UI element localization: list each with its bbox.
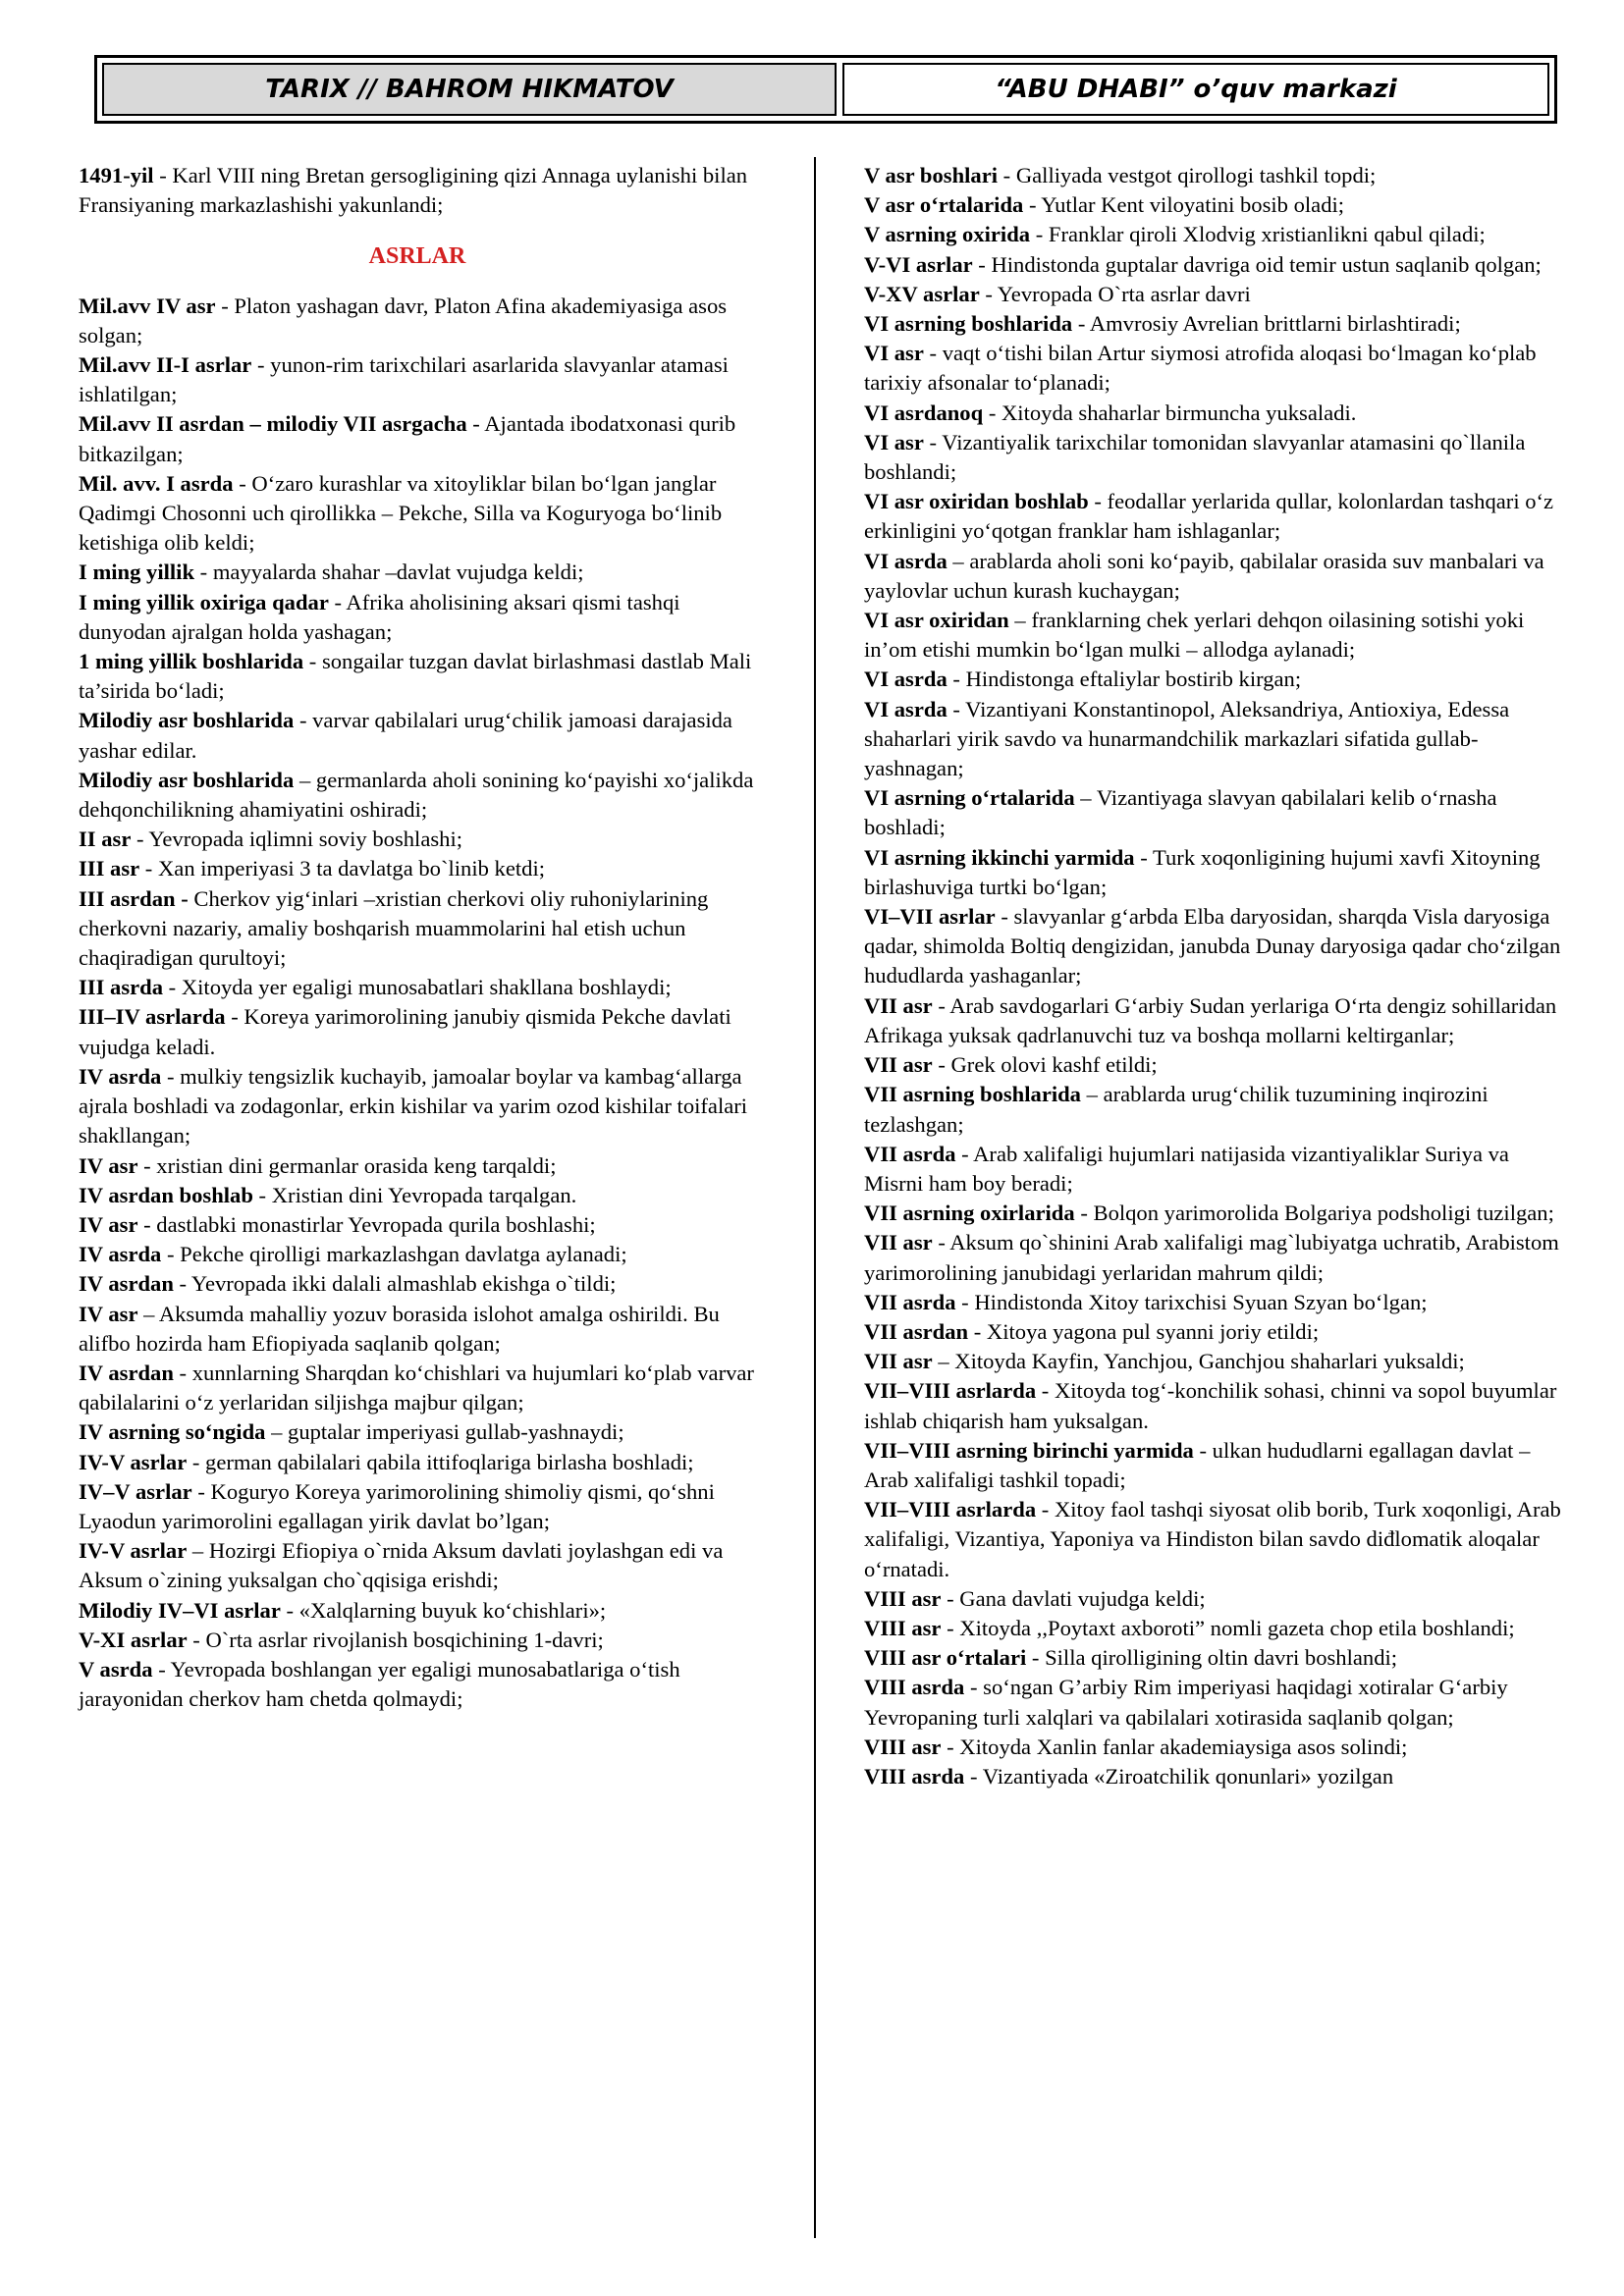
entry-description: - Vizantiyalik tarixchilar tomonidan slavyanlar atamasini qo`llanila boshlandi; xyxy=(864,429,1526,485)
timeline-entry xyxy=(864,1288,1563,1317)
timeline-entry xyxy=(79,1300,756,1359)
entry-date-term: Mil.avv II-I asrlar xyxy=(79,352,252,378)
entry-date-term: IV asrda xyxy=(79,1063,162,1089)
entry-description: - Xitoyda yer egaligi munosabatlari shakllana boshlaydi; xyxy=(163,975,672,1000)
entry-description: - Aksum qo`shinini Arab xalifaligi mag`lubiyatga uchratib, Arabistom yarimorolining janubidagi yerlaridan mahrum qildi; xyxy=(864,1230,1559,1285)
entry-description: - Karl VIII ning Bretan gersogligining qizi Annaga uylanishi bilan Fransiyaning markazlashishi yakunlandi; xyxy=(79,163,748,218)
entry-description: - Xitoy faol tashqi siyosat olib borib, Turk xoqonligi, Arab xalifaligi, Vizantiya, Yaponiya va Hindiston bilan savdo diđlomatik aloqalar o‘rnatadi. xyxy=(864,1497,1561,1581)
entry-description: - Silla qirolligining oltin davri boshlandi; xyxy=(1026,1645,1398,1671)
entry-date-term: IV–V asrlar xyxy=(79,1478,192,1504)
entry-description: - Amvrosiy Avrelian brittlarni birlashtiradi; xyxy=(1072,311,1461,337)
entry-description: – arablarda urug‘chilik tuzumining inqirozini tezlashgan; xyxy=(864,1082,1489,1137)
timeline-entry xyxy=(864,991,1563,1050)
entry-description: - Pekche qirolligi markazlashgan davlatga aylanadi; xyxy=(161,1242,627,1267)
section-heading-asrlar: ASRLAR xyxy=(368,243,466,270)
timeline-entry xyxy=(79,1655,756,1714)
header-center-name: “ABU DHABI” o’quv markazi xyxy=(842,63,1549,116)
timeline-entry xyxy=(79,1002,756,1061)
timeline-entry xyxy=(79,1417,756,1447)
timeline-entry xyxy=(864,695,1563,784)
entry-date-term: III asr xyxy=(79,856,140,881)
timeline-entry xyxy=(864,665,1563,694)
entry-description: - yunon-rim tarixchilari asarlarida slavyanlar atamasi ishlatilgan; xyxy=(79,352,729,407)
timeline-entry xyxy=(864,339,1563,398)
entry-date-term: VIII asr xyxy=(864,1734,942,1759)
entry-description: – Vizantiyaga slavyan qabilalari kelib o‘rnasha boshladi; xyxy=(864,785,1497,840)
entry-description: - Galliyada vestgot qirollogi tashkil topdi; xyxy=(998,163,1377,187)
timeline-entry xyxy=(79,161,756,220)
entry-description: - Koguryo Koreya yarimorolining shimoliy qismi, qo‘shni Lyaodun yarimorolini egallagan yirik davlat bo’lgan; xyxy=(79,1478,715,1533)
entry-description: - Yutlar Kent viloyatini bosib oladi; xyxy=(1023,192,1345,218)
timeline-entry xyxy=(864,161,1563,190)
timeline-entry xyxy=(864,902,1563,991)
entry-date-term: VIII asr xyxy=(864,1585,942,1611)
entry-date-term: VI asrda xyxy=(864,696,947,721)
entry-description: - Ajantada ibodatxonasi qurib bitkazilgan; xyxy=(79,411,736,466)
entry-description: - Yevropada iqlimni soviy boshlashi; xyxy=(131,827,463,852)
timeline-entry xyxy=(79,1151,756,1181)
entry-description: – Hozirgi Efiopiya o`rnida Aksum davlati joylashgan edi va Aksum o`zining yuksalgan cho`qqisiga erishdi; xyxy=(79,1538,724,1593)
right-column xyxy=(864,161,1563,1791)
timeline-entry xyxy=(864,428,1563,487)
entry-description: - german qabilalari qabila ittifoqlariga birlasha boshladi; xyxy=(187,1449,694,1474)
entry-description: - Grek olovi kashf etildi; xyxy=(932,1052,1158,1078)
entry-date-term: VII asrda xyxy=(864,1289,956,1314)
timeline-entry xyxy=(864,606,1563,665)
entry-date-term: VIII asrda xyxy=(864,1763,965,1789)
entry-date-term: III asrdan - xyxy=(79,885,189,911)
timeline-entry xyxy=(79,588,756,647)
entry-description: – arablarda aholi soni ko‘payib, qabilalar orasida suv manbalari va yaylovlar uchun kurash kuchaygan; xyxy=(864,548,1544,603)
timeline-entry xyxy=(864,399,1563,428)
timeline-entry xyxy=(79,1181,756,1210)
entry-date-term: 1491-yil xyxy=(79,163,154,187)
header-course-title: TARIX // BAHROM HIKMATOV xyxy=(102,63,837,116)
column-divider xyxy=(814,157,816,2238)
entry-description: – franklarning chek yerlari dehqon oilasining sotishi yoki in’om etishi mumkin bo‘lgan mulki – allodga aylanadi; xyxy=(864,608,1525,663)
timeline-entry xyxy=(864,1614,1563,1643)
timeline-entry xyxy=(79,1626,756,1655)
timeline-entry xyxy=(864,1643,1563,1673)
timeline-entry xyxy=(79,1269,756,1299)
entry-description: - varvar qabilalari urug‘chilik jamoasi darajasida yashar edilar. xyxy=(79,708,732,763)
entry-description: - Xitoyda tog‘-konchilik sohasi, chinni va sopol buyumlar ishlab chiqarish ham yuksalgan. xyxy=(864,1378,1557,1433)
entry-date-term: VII asrda xyxy=(864,1141,956,1166)
entry-date-term: Mil. avv. I asrda xyxy=(79,470,234,496)
timeline-entry xyxy=(864,1050,1563,1080)
entry-description: - Hindistonga eftaliylar bostirib kirgan; xyxy=(947,667,1302,692)
entry-description: - vaqt o‘tishi bilan Artur siymosi atrofida aloqasi bo‘lmagan ko‘plab tarixiy afsonalar to‘planadi; xyxy=(864,341,1537,396)
entry-description: - songailar tuzgan davlat birlashmasi dastlab Mali ta’sirida bo‘ladi; xyxy=(79,649,752,704)
timeline-entry xyxy=(864,1436,1563,1495)
timeline-entry xyxy=(79,854,756,883)
entry-date-term: VI asr xyxy=(864,341,924,366)
entry-description: - O`rta asrlar rivojlanish bosqichining 1-davri; xyxy=(187,1627,604,1652)
entry-date-term: IV asrdan boshlab xyxy=(79,1182,253,1207)
entry-date-term: VI asrning o‘rtalarida xyxy=(864,785,1075,811)
timeline-entry xyxy=(864,1317,1563,1347)
page-header xyxy=(94,55,1557,124)
entry-date-term: II asr xyxy=(79,827,132,852)
entry-description: - Arab savdogarlari G‘arbiy Sudan yerlariga O‘rta dengiz sohillaridan Afrikaga yuksak qadrlanuvchi tuz va boshqa mollarni keltirganlar; xyxy=(864,992,1557,1047)
entry-date-term: VI asrning boshlarida xyxy=(864,311,1073,337)
entry-date-term: IV asr xyxy=(79,1301,138,1326)
entry-date-term: IV asrdan xyxy=(79,1360,174,1385)
entry-date-term: IV asrda xyxy=(79,1242,162,1267)
entry-date-term: VII asr xyxy=(864,992,933,1018)
entry-description: - Turk xoqonligining hujumi xavfi Xitoyning birlashuviga turtki bo‘lgan; xyxy=(864,844,1541,899)
timeline-entry xyxy=(864,1762,1563,1791)
timeline-entry xyxy=(864,1347,1563,1376)
timeline-entry xyxy=(79,1240,756,1269)
timeline-entry xyxy=(864,487,1563,546)
entry-date-term: 1 ming yillik boshlarida xyxy=(79,649,304,674)
entry-date-term: VII asr xyxy=(864,1349,933,1374)
timeline-entry xyxy=(864,843,1563,902)
entry-date-term: Milodiy IV–VI asrlar xyxy=(79,1597,281,1623)
entry-date-term: VIII asrda xyxy=(864,1675,965,1700)
entry-date-term: Milodiy asr boshlarida xyxy=(79,708,295,733)
entry-date-term: VII–VIII asrlarda xyxy=(864,1378,1037,1404)
left-intro xyxy=(79,161,756,220)
entry-description: - Xristian dini Yevropada tarqalgan. xyxy=(252,1182,577,1207)
entry-description: - Xitoyda ,,Poytaxt axboroti” nomli gazeta chop etila boshlandi; xyxy=(941,1615,1515,1640)
entry-date-term: IV asrdan xyxy=(79,1271,174,1297)
timeline-entry xyxy=(79,469,756,559)
entry-description: - «Xalqlarning buyuk ko‘chishlari»; xyxy=(280,1597,607,1623)
entry-description: - Vizantiyada «Ziroatchilik qonunlari» yozilgan xyxy=(964,1763,1394,1789)
entry-date-term: VII asrdan xyxy=(864,1318,969,1344)
entry-date-term: Mil.avv IV asr xyxy=(79,293,216,318)
entry-description: - mayyalarda shahar –davlat vujudga keldi; xyxy=(194,560,584,585)
entry-date-term: VIII asr o‘rtalari xyxy=(864,1645,1027,1671)
timeline-entry xyxy=(79,825,756,854)
entry-date-term: VII asr xyxy=(864,1052,933,1078)
entry-date-term: I ming yillik oxiriga qadar xyxy=(79,589,329,614)
timeline-entry xyxy=(79,706,756,765)
timeline-entry xyxy=(864,1080,1563,1139)
entry-description: - xunnlarning Sharqdan ko‘chishlari va hujumlari ko‘plab varvar qabilalarini o‘z yerlaridan siljishga majbur qilgan; xyxy=(79,1360,754,1415)
entry-date-term: V asr o‘rtalarida xyxy=(864,192,1024,218)
timeline-entry xyxy=(79,1596,756,1626)
entry-date-term: IV-V asrlar xyxy=(79,1449,188,1474)
entry-description: - ulkan hududlarni egallagan davlat – Arab xalifaligi tashkil topadi; xyxy=(864,1437,1531,1492)
entry-description: - dastlabki monastirlar Yevropada qurila boshlashi; xyxy=(137,1211,596,1237)
entry-description: - Yevropada O`rta asrlar davri xyxy=(979,281,1251,306)
entry-description: - Xan imperiyasi 3 ta davlatga bo`linib ketdi; xyxy=(139,856,546,881)
entry-description: - feodallar yerlarida qullar, kolonlardan tashqari o‘z erkinligini yo‘qotgan franklar ham ishlaganlar; xyxy=(864,489,1554,544)
entry-date-term: Mil.avv II asrdan – milodiy VII asrgacha xyxy=(79,411,467,437)
entry-description: - Xitoya yagona pul syanni joriy etildi; xyxy=(968,1318,1320,1344)
entry-date-term: IV-V asrlar xyxy=(79,1538,188,1564)
entry-date-term: VII asrning boshlarida xyxy=(864,1082,1081,1107)
timeline-entry xyxy=(864,1733,1563,1762)
entry-date-term: VI asr oxiridan boshlab xyxy=(864,489,1089,514)
entry-date-term: V-XI asrlar xyxy=(79,1627,188,1652)
left-column xyxy=(79,161,756,1714)
timeline-entry xyxy=(79,292,756,350)
entry-description: - Xitoyda shaharlar birmuncha yuksaladi. xyxy=(983,400,1357,425)
entry-date-term: IV asr xyxy=(79,1152,138,1178)
timeline-entry xyxy=(79,1210,756,1240)
entry-description: - Yevropada boshlangan yer egaligi munosabatlariga o‘tish jarayonidan cherkov ham chetda qolmaydi; xyxy=(79,1656,680,1712)
entry-date-term: V asrning oxirida xyxy=(864,222,1031,247)
entry-description: - Bolqon yarimorolida Bolgariya podsholigi tuzilgan; xyxy=(1074,1201,1554,1226)
timeline-entry xyxy=(79,350,756,409)
timeline-entry xyxy=(79,884,756,974)
left-entries xyxy=(79,292,756,1715)
entry-description: - Platon yashagan davr, Platon Afina akademiyasiga asos solgan; xyxy=(79,293,728,347)
entry-description: - mulkiy tengsizlik kuchayib, jamoalar boylar va kambag‘allarga ajrala boshladi va zodagonlar, erkin kishilar va yarim ozod kishilar toifalari shakllangan; xyxy=(79,1063,748,1148)
timeline-entry xyxy=(79,1359,756,1417)
entry-date-term: VI–VII asrlar xyxy=(864,904,996,930)
entry-description: - Yevropada ikki dalali almashlab ekishga o`tildi; xyxy=(173,1271,617,1297)
timeline-entry xyxy=(864,309,1563,339)
entry-date-term: III–IV asrlarda xyxy=(79,1004,226,1030)
timeline-entry xyxy=(864,1376,1563,1435)
entry-date-term: IV asr xyxy=(79,1211,138,1237)
timeline-entry xyxy=(864,1199,1563,1228)
timeline-entry xyxy=(864,1228,1563,1287)
entry-description: - Franklar qiroli Xlodvig xristianlikni qabul qiladi; xyxy=(1030,222,1486,247)
entry-date-term: VII–VIII asrlarda xyxy=(864,1497,1037,1522)
entry-description: - Arab xalifaligi hujumlari natijasida vizantiyaliklar Suriya va Misrni ham boy beradi; xyxy=(864,1141,1509,1196)
entry-description: – germanlarda aholi sonining ko‘payishi xo‘jalikda dehqonchilikning ahamiyatini oshiradi; xyxy=(79,767,754,823)
right-entries xyxy=(864,161,1563,1791)
entry-description: - xristian dini germanlar orasida keng tarqaldi; xyxy=(137,1152,557,1178)
entry-description: - Vizantiyani Konstantinopol, Aleksandriya, Antioxiya, Edessa shaharlari yirik savdo va hunarmandchilik markazlari sifatida gullab-yashnagan; xyxy=(864,696,1510,781)
timeline-entry xyxy=(79,409,756,468)
entry-date-term: VI asr xyxy=(864,429,924,454)
entry-date-term: Milodiy asr boshlarida xyxy=(79,767,295,792)
entry-date-term: VI asrdanoq xyxy=(864,400,984,425)
timeline-entry xyxy=(79,1448,756,1477)
entry-description: – Aksumda mahalliy yozuv borasida islohot amalga oshirildi. Bu alifbo hozirda ham Efiopiyada saqlanib qolgan; xyxy=(79,1301,720,1356)
entry-description: - O‘zaro kurashlar va xitoyliklar bilan bo‘lgan janglar Qadimgi Chosonni uch qirollikka – Pekche, Silla va Koguryoga bo‘linib ketishiga olib keldi; xyxy=(79,470,723,556)
entry-date-term: V-VI asrlar xyxy=(864,251,973,277)
entry-description: - Afrika aholisining aksari qismi tashqi dunyodan ajralgan holda yashagan; xyxy=(79,589,680,644)
entry-date-term: I ming yillik xyxy=(79,560,195,585)
entry-date-term: VII asrning oxirlarida xyxy=(864,1201,1075,1226)
timeline-entry xyxy=(79,1536,756,1595)
timeline-entry xyxy=(79,1062,756,1151)
timeline-entry xyxy=(864,1584,1563,1614)
entry-date-term: IV asrning so‘ngida xyxy=(79,1419,266,1445)
entry-date-term: V asrda xyxy=(79,1656,153,1682)
entry-description: – guptalar imperiyasi gullab-yashnaydi; xyxy=(265,1419,624,1445)
entry-description: - slavyanlar g‘arbda Elba daryosidan, sharqda Visla daryosiga qadar, shimolda Boltiq dengizidan, janubda Dunay daryosiga qadar cho‘zilgan hududlarda yashaganlar; xyxy=(864,904,1561,988)
entry-date-term: VII–VIII asrning birinchi yarmida xyxy=(864,1437,1194,1463)
timeline-entry xyxy=(79,558,756,587)
timeline-entry xyxy=(79,973,756,1002)
entry-description: – Xitoyda Kayfin, Yanchjou, Ganchjou shaharlari yuksaldi; xyxy=(932,1349,1465,1374)
timeline-entry xyxy=(79,766,756,825)
entry-date-term: VI asrda xyxy=(864,667,947,692)
entry-date-term: VII asr xyxy=(864,1230,933,1255)
timeline-entry xyxy=(864,1673,1563,1732)
entry-description: - Gana davlati vujudga keldi; xyxy=(941,1585,1206,1611)
entry-date-term: VI asrda xyxy=(864,548,947,573)
entry-date-term: VI asr oxiridan xyxy=(864,608,1009,633)
entry-date-term: VIII asr xyxy=(864,1615,942,1640)
entry-description: - so‘ngan G’arbiy Rim imperiyasi haqidagi xotiralar G‘arbiy Yevropaning turli xalqlari va qabilalari xotirasida saqlanib qolgan; xyxy=(864,1675,1508,1730)
entry-description: - Koreya yarimorolining janubiy qismida Pekche davlati vujudga keladi. xyxy=(79,1004,731,1059)
timeline-entry xyxy=(864,250,1563,280)
timeline-entry xyxy=(864,547,1563,606)
timeline-entry xyxy=(864,280,1563,309)
entry-description: - Hindistonda Xitoy tarixchisi Syuan Szyan bo‘lgan; xyxy=(955,1289,1428,1314)
entry-date-term: V asr boshlari xyxy=(864,163,999,187)
timeline-entry xyxy=(79,1477,756,1536)
entry-description: Cherkov yig‘inlari –xristian cherkovi oliy ruhoniylarining cherkovni nazariy, amaliy boshqarish muammolarini hal etish uchun chaqiradigan qurultoyi; xyxy=(79,885,709,971)
timeline-entry xyxy=(864,1140,1563,1199)
timeline-entry xyxy=(864,220,1563,249)
entry-date-term: VI asrning ikkinchi yarmida xyxy=(864,844,1135,870)
timeline-entry xyxy=(79,647,756,706)
timeline-entry xyxy=(864,1495,1563,1584)
entry-date-term: III asrda xyxy=(79,975,164,1000)
timeline-entry xyxy=(864,783,1563,842)
timeline-entry xyxy=(864,190,1563,220)
entry-description: - Xitoyda Xanlin fanlar akademiaysiga asos solindi; xyxy=(941,1734,1408,1759)
entry-description: - Hindistonda guptalar davriga oid temir ustun saqlanib qolgan; xyxy=(972,251,1542,277)
entry-date-term: V-XV asrlar xyxy=(864,281,980,306)
